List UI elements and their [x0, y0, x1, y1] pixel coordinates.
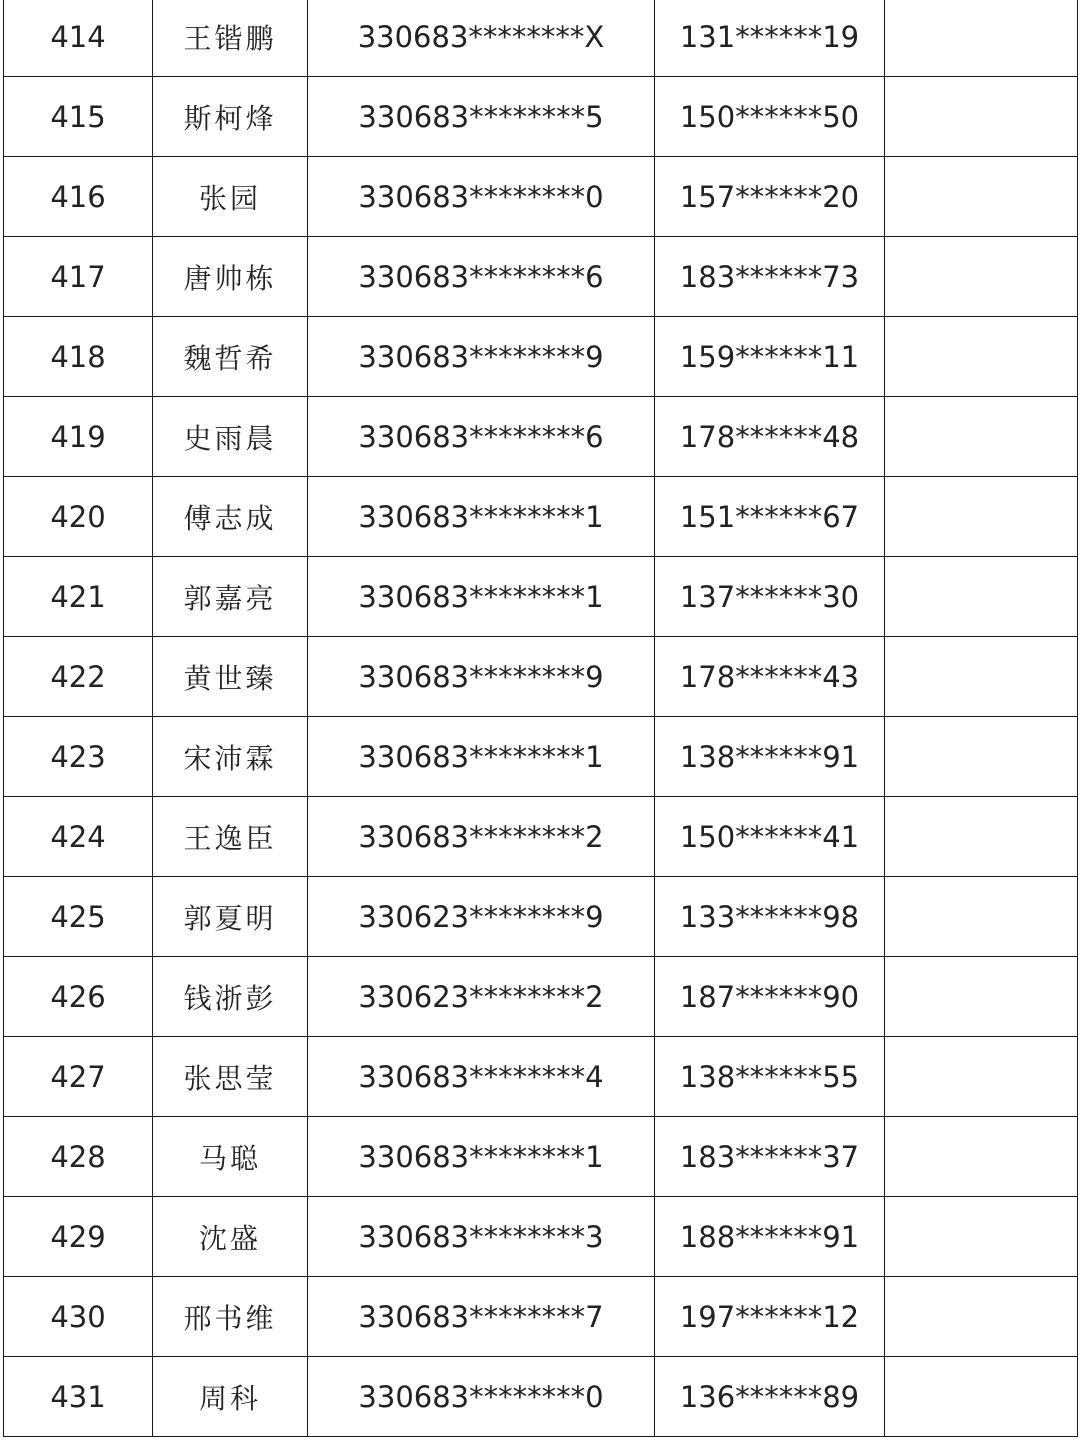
empty-cell	[885, 1357, 1078, 1437]
person-name: 张园	[153, 157, 308, 237]
phone-number: 159******11	[655, 317, 885, 397]
row-number: 418	[4, 317, 153, 397]
empty-cell	[885, 0, 1078, 77]
id-number: 330683********0	[308, 1357, 655, 1437]
table-row	[4, 1357, 1078, 1437]
table-row	[4, 557, 1078, 637]
empty-cell	[885, 957, 1078, 1037]
person-name: 傅志成	[153, 477, 308, 557]
phone-number: 137******30	[655, 557, 885, 637]
empty-cell	[885, 717, 1078, 797]
phone-number: 131******19	[655, 0, 885, 77]
table-row	[4, 1117, 1078, 1197]
id-number: 330683********6	[308, 397, 655, 477]
roster-body	[4, 0, 1078, 1437]
phone-number: 157******20	[655, 157, 885, 237]
empty-cell	[885, 877, 1078, 957]
person-name: 王逸臣	[153, 797, 308, 877]
person-name: 魏哲希	[153, 317, 308, 397]
table-row	[4, 477, 1078, 557]
person-name: 郭夏明	[153, 877, 308, 957]
roster-table	[3, 0, 1078, 1437]
row-number: 427	[4, 1037, 153, 1117]
phone-number: 150******41	[655, 797, 885, 877]
row-number: 421	[4, 557, 153, 637]
id-number: 330683********1	[308, 1117, 655, 1197]
empty-cell	[885, 317, 1078, 397]
empty-cell	[885, 157, 1078, 237]
id-number: 330683********0	[308, 157, 655, 237]
table-row	[4, 77, 1078, 157]
phone-number: 178******48	[655, 397, 885, 477]
id-number: 330683********9	[308, 317, 655, 397]
id-number: 330683********7	[308, 1277, 655, 1357]
person-name: 唐帅栋	[153, 237, 308, 317]
row-number: 415	[4, 77, 153, 157]
phone-number: 138******55	[655, 1037, 885, 1117]
table-row	[4, 717, 1078, 797]
person-name: 斯柯烽	[153, 77, 308, 157]
person-name: 周科	[153, 1357, 308, 1437]
empty-cell	[885, 1197, 1078, 1277]
table-row	[4, 1197, 1078, 1277]
person-name: 马聪	[153, 1117, 308, 1197]
person-name: 王锴鹏	[153, 0, 308, 77]
row-number: 422	[4, 637, 153, 717]
empty-cell	[885, 237, 1078, 317]
row-number: 416	[4, 157, 153, 237]
row-number: 417	[4, 237, 153, 317]
phone-number: 197******12	[655, 1277, 885, 1357]
phone-number: 183******73	[655, 237, 885, 317]
person-name: 黄世臻	[153, 637, 308, 717]
person-name: 史雨晨	[153, 397, 308, 477]
empty-cell	[885, 557, 1078, 637]
phone-number: 187******90	[655, 957, 885, 1037]
id-number: 330683********1	[308, 557, 655, 637]
table-row	[4, 637, 1078, 717]
person-name: 邢书维	[153, 1277, 308, 1357]
phone-number: 136******89	[655, 1357, 885, 1437]
phone-number: 133******98	[655, 877, 885, 957]
table-row	[4, 797, 1078, 877]
person-name: 张思莹	[153, 1037, 308, 1117]
person-name: 钱浙彭	[153, 957, 308, 1037]
phone-number: 188******91	[655, 1197, 885, 1277]
table-row	[4, 157, 1078, 237]
table-row	[4, 877, 1078, 957]
row-number: 414	[4, 0, 153, 77]
id-number: 330683********X	[308, 0, 655, 77]
row-number: 426	[4, 957, 153, 1037]
row-number: 424	[4, 797, 153, 877]
row-number: 431	[4, 1357, 153, 1437]
table-row	[4, 1277, 1078, 1357]
id-number: 330683********4	[308, 1037, 655, 1117]
id-number: 330623********9	[308, 877, 655, 957]
id-number: 330623********2	[308, 957, 655, 1037]
phone-number: 178******43	[655, 637, 885, 717]
table-row	[4, 237, 1078, 317]
id-number: 330683********6	[308, 237, 655, 317]
id-number: 330683********3	[308, 1197, 655, 1277]
table-row	[4, 1037, 1078, 1117]
row-number: 420	[4, 477, 153, 557]
table-row	[4, 397, 1078, 477]
empty-cell	[885, 397, 1078, 477]
row-number: 429	[4, 1197, 153, 1277]
phone-number: 138******91	[655, 717, 885, 797]
empty-cell	[885, 637, 1078, 717]
row-number: 425	[4, 877, 153, 957]
id-number: 330683********9	[308, 637, 655, 717]
table-row	[4, 317, 1078, 397]
id-number: 330683********1	[308, 477, 655, 557]
row-number: 430	[4, 1277, 153, 1357]
id-number: 330683********1	[308, 717, 655, 797]
empty-cell	[885, 477, 1078, 557]
row-number: 428	[4, 1117, 153, 1197]
empty-cell	[885, 1037, 1078, 1117]
empty-cell	[885, 77, 1078, 157]
person-name: 宋沛霖	[153, 717, 308, 797]
empty-cell	[885, 1117, 1078, 1197]
table-row	[4, 0, 1078, 77]
phone-number: 183******37	[655, 1117, 885, 1197]
person-name: 沈盛	[153, 1197, 308, 1277]
id-number: 330683********5	[308, 77, 655, 157]
row-number: 419	[4, 397, 153, 477]
phone-number: 150******50	[655, 77, 885, 157]
empty-cell	[885, 1277, 1078, 1357]
table-row	[4, 957, 1078, 1037]
phone-number: 151******67	[655, 477, 885, 557]
person-name: 郭嘉亮	[153, 557, 308, 637]
row-number: 423	[4, 717, 153, 797]
id-number: 330683********2	[308, 797, 655, 877]
empty-cell	[885, 797, 1078, 877]
